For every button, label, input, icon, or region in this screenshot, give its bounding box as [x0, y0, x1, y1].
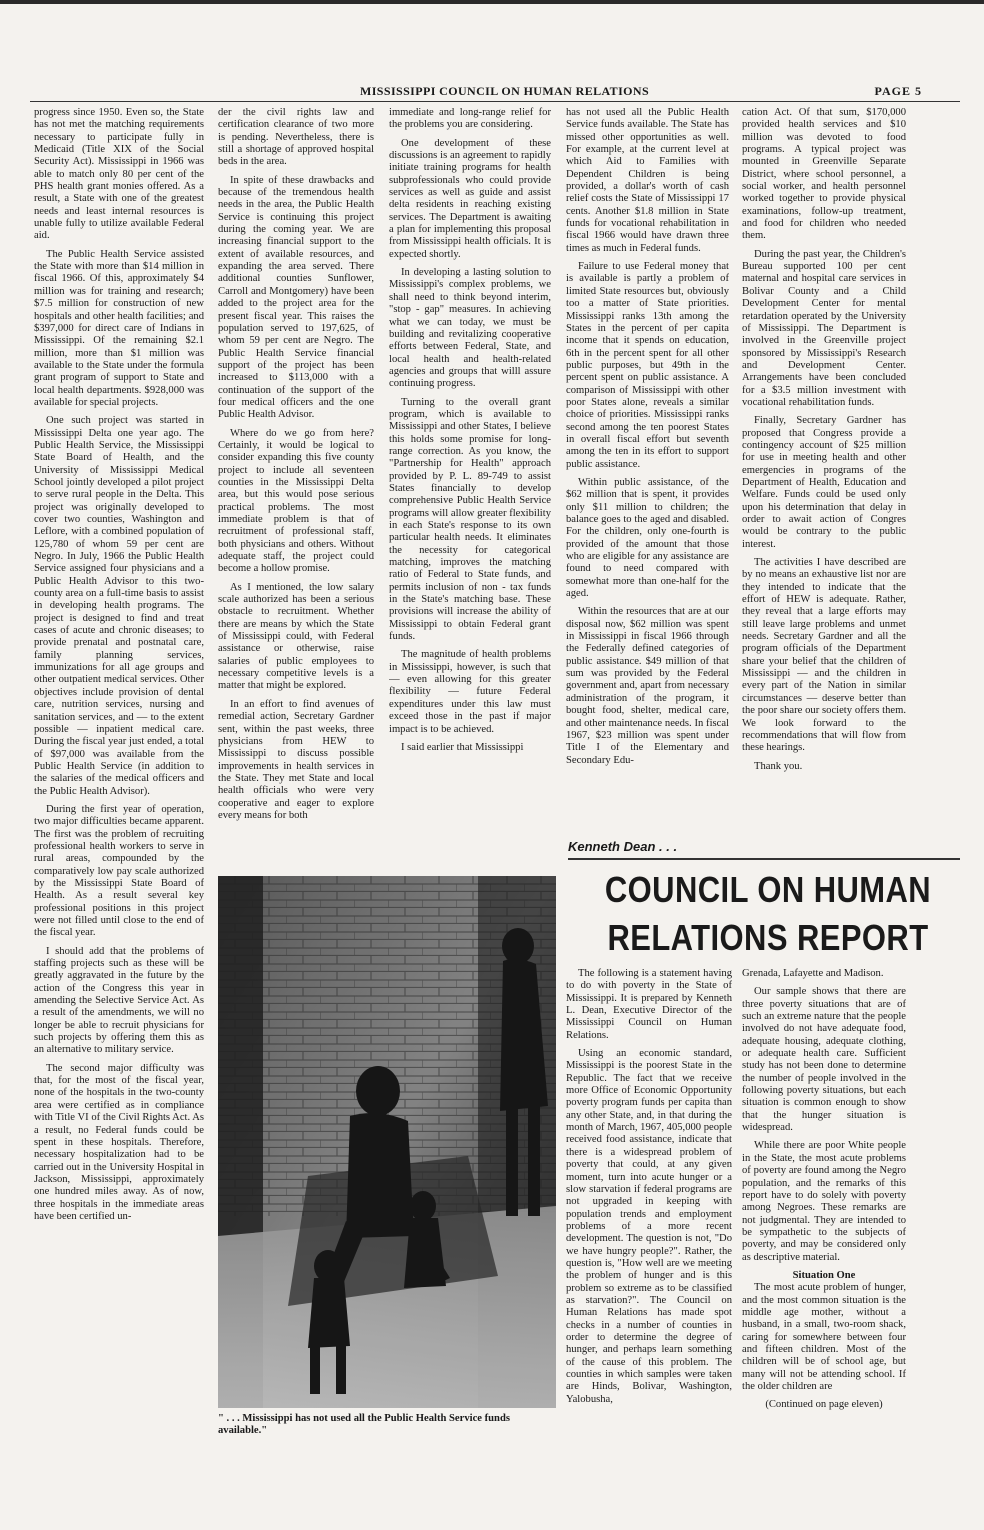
paragraph: During the past year, the Children's Bureau supported 100 per cent maternal and hospital care services in Bolivar County and a Child Development Center for mental retardation operated by the University of Mississippi. The Department is involved in the Greenville project sponsored by Mississippi's Research and Development Center. Arrangements have been concluded for a $3.5 million investment with vocational rehabilitation funds. [742, 248, 906, 408]
paragraph: The second major difficulty was that, for the most of the fiscal year, none of the hospitals in the two-county area were certified as in compliance with Title VI of the Civil Rights Act. As a result, no Federal funds could be spent in these hospitals. Therefore, necessary hospitalization had to be carried out in the University Hospital in Jackson, Mississippi, approximately one hundred miles away. As of now, three hospitals in the immediate areas have been certified un- [34, 1062, 204, 1222]
byline-rule [568, 858, 960, 860]
paragraph: Grenada, Lafayette and Madison. [742, 968, 884, 979]
header-rule [30, 101, 960, 102]
paragraph: The magnitude of health problems in Mississippi, however, is such that — even allowing for this greater flexibility — future Federal expenditures under this law must exceed those in the past if major impact is to be achieved. [389, 649, 551, 735]
paragraph: The Public Health Service assisted the State with more than $14 million in fiscal 1966. Of this, approximately $4 million was for training and research; $7.5 million for construction of new hospitals and other health facilities; and $397,000 for direct care of Indians in Mississippi. Of the remaining $2.1 million, more than $1 million was available to the State under the formula grant program of support to State and local health departments. $928,000 was available for special projects. [34, 248, 204, 408]
paragraph: During the first year of operation, two major difficulties became apparent. The first was the problem of recruiting professional health workers to serve in rural areas, compounded by the comparatively low pay scale authorized by the Mississippi State Board of Health. As a result several key professional positions in this project were not filled until close to the end of the fiscal year. [34, 803, 204, 939]
paragraph: I should add that the problems of staffing projects such as these will be greatly aggravated in the future by the action of the Congress this year in amending the Selective Service Act. As a result of the amendments, we will no longer be able to recruit physicians for such projects by offering them this as an alternative to military service. [34, 945, 204, 1056]
page-number: PAGE 5 [874, 84, 922, 98]
paragraph: I said earlier that Mississippi [401, 741, 524, 753]
paragraph: Thank you. [754, 760, 803, 772]
paragraph: der the civil rights law and certification clearance of two more is pending. Nevertheless, there is still a shortage of approved hospital beds in the area. [218, 107, 374, 168]
paragraph: Turning to the overall grant program, which is available to Mississippi and other States, I believe this holds some promise for long-range correction. As you know, the "Partnership for Health" approach provided by P. L. 89-749 to assist States financially to develop comprehensive Public Health Service programs will allow greater flexibility in each State's response to its own particular health needs. It eliminates the necessity for categorical matching, improves the matching ratio of Federal to State funds, and permits inclusion of non - tax funds in the State's matching base. These provisions will increase the ability of Mississippi to obtain Federal grant funds. [389, 396, 551, 643]
paragraph: As I mentioned, the low salary scale authorized has been a serious obstacle to recruitment. Whether there are means by which the State of Mississippi could, with Federal assistance or otherwise, raise salaries of public employees to necessary competitive levels is a matter that might be explored. [218, 581, 374, 692]
paragraph: The activities I have described are by no means an exhaustive list nor are they intended to indicate that the effort of HEW is adequate. Rather, they reveal that a large efforts may still leave large problems and unmet needs. Secretary Gardner and all the program officials of the Department share your belief that the children of Mississippi — and the children in every part of the Nation in similar circumstances — deserve better than the poor share our society offers them. We look forward to the recommendations that will flow from these hearings. [742, 557, 906, 754]
top-edge-rule [0, 0, 984, 4]
paragraph: While there are poor White people in the State, the most acute problems of poverty are found among the Negro population, and the remarks of this report have to do solely with poverty among Negroes. These remarks are not judgmental. They are intended to be sympathetic to the subjects of poverty, and may be considered only as descriptive material. [742, 1140, 906, 1263]
paragraph: has not used all the Public Health Service funds available. The State has missed other opportunities as well. For example, at the current level at which Aid to Families with Dependent Children is being provided, a dollar's worth of cash relief costs the State of Mississippi 17 cents. Another $1.8 million in State funds for vocational rehabilitation in fiscal 1966 would have drawn three times as much in Federal funds. [566, 107, 729, 254]
paragraph: In developing a lasting solution to Mississippi's complex problems, we shall need to think beyond interim, "stop - gap" measures. In achieving what we can today, we must be building and revitalizing cooperative efforts between Federal, State, and local health and health-related agencies and groups that willl assure continuing progress. [389, 267, 551, 390]
paragraph: One development of these discussions is an agreement to rapidly initiate training programs for health subprofessionals who could provide services as well as guide and assist delta residents in reaching existing services. The Department is awaiting a plan for implementing this proposal from Mississippi health officials. It is expected shortly. [389, 137, 551, 260]
headline-line-2: RELATIONS REPORT [607, 917, 929, 958]
paragraph: Finally, Secretary Gardner has proposed that Congress provide a contingency account of $25 million for use in meeting health and other emergencies in programs of the Department of Health, Education and Welfare. Funds could be used only upon his determination that delay in order to await action of Congres would be contrary to the public interest. [742, 415, 906, 550]
photo-caption: " . . . Mississippi has not used all the Public Health Service funds available." [218, 1413, 510, 1437]
article-column-1 [34, 107, 204, 1517]
paragraph: In spite of these drawbacks and because of the tremendous health needs in the area, the Public Health Service is continuing this project during the coming year. We are increasing financial support to the extent of available resources, and expanding the area served. There additional counties Sunflower, Carroll and Montgomery) have been added to the project area for the present fiscal year. This raises the population served to 197,625, of whom 59 per cent are Negro. The Public Health Service financial support of the project has been increased to $113,000 with a continuation of the support of the four medical officers and the one Public Health Advisor. [218, 174, 374, 421]
paragraph: The following is a statement having to do with poverty in the State of Mississippi. It is prepared by Kenneth L. Dean, Executive Director of the Mississippi Council on Human Relations. [566, 968, 732, 1041]
paragraph: Within public assistance, of the $62 million that is spent, it provides only $11 million to children; the balance goes to the aged and disabled. For the children, only one-fourth is provided of the amount that those who are eligible for any assistance are found to need compared with somewhat more than one-half for the aged. [566, 476, 729, 600]
article-column-2 [218, 107, 374, 867]
paragraph: One such project was started in Mississippi Delta one year ago. The Public Health Service, the Mississippi State Board of Health, and the University of Mississippi Medical School jointly developed a pilot project to serve rural people in the Delta. This project was originally developed to cover two counties, Washington and Leflore, with a combined population of 125,780 of whom 59 per cent are Negro. In July, 1966 the Public Health Service assigned four physicians and a Public Health Advisor to this two-county area on a full-time basis to assist in developing health programs. The project is designed to find and treat cases of acute and chronic diseases; to provide prenatal and postnatal care, family planning services, immunizations for all age groups and other outpatient medical services. Other objectives include provision of dental care, nutrition services, nursing and sanitation services, and — to the extent possible — inpatient medical care. During the fiscal year just ended, a total of $97,000 was available from the Public Health Service (in addition to the salaries of the medical officers and the Public Health Advisor). [34, 415, 204, 797]
paragraph: Failure to use Federal money that is available is partly a problem of limited State resources but, obviously too a matter of State priorities. Mississippi ranks 13th among the States in the percent of per capita income that it spends on education, 6th in the percent spent for all other public purposes, but 49th in the percent spent on public assistance. A comparison of Mississippi with other poor States alone, reveals a similar choice of priorities. Mississippi ranks second among the ten poorest States in overall fiscal effort but seventh among the ten in its effort to support public assistance. [566, 261, 729, 470]
report-headline [603, 866, 933, 962]
news-photograph [218, 876, 556, 1408]
paragraph: The most acute problem of hunger, and the most common situation is the middle age mother, without a husband, in a small, two-room shack, caring for somewhere between four and fifteen children. Most of the children will be of school age, but many will not be attending school. If the older children are [742, 1282, 906, 1392]
paragraph: cation Act. Of that sum, $170,000 provided health services and $10 million was devoted to food programs. A typical project was mounted in Greenville Separate District, where school personnel, a social worker, and health personnel worked together to provide physical examinations, follow-up treatment, and food for children who needed them. [742, 107, 906, 242]
paragraph: In an effort to find avenues of remedial action, Secretary Gardner sent, within the past weeks, three physicians from HEW to Mississippi to discuss possible improvements in health services in the State. They met State and local health officials who were very cooperative and eager to explore every means for both [218, 698, 374, 821]
paragraph: Using an economic standard, Mississippi is the poorest State in the Republic. The fact that we receive more Office of Economic Opportunity poverty program funds per capita than any other State, and, in that during the month of March, 1967, 405,000 people received food assistance, indicate that there is a widespread problem of poverty that could, at any given moment, turn into acute hunger or a slow starvation if federal programs are not upgraded in keeping with population trends and employment problems of a more recent development. The question is not, "Do we have hungry people?". Rather, the question is, "How well are we meeting the problem of hunger and is this problem so extreme as to be classified as starvation?". The Council on Human Relations has made spot checks in a number of counties in order to determine the degree of hunger, and perhaps learn something of the cause of this problem. The counties in which samples were taken are Hinds, Bolivar, Washington, Yalobusha, [566, 1048, 732, 1405]
article-column-3 [389, 107, 551, 867]
page-header [30, 84, 960, 102]
section-subhead: Situation One [792, 1269, 856, 1281]
continuation-note: (Continued on page eleven) [765, 1399, 883, 1411]
paragraph: Our sample shows that there are three poverty situations that are of such an extreme nature that the people involved do not have adequate food, adequate housing, adequate clothing, or adequate health care. Sufficient study has not been done to determine the number of people involved in the following poverty situations, but each situation is common enough to show that the hunger situation is widespread. [742, 986, 906, 1134]
report-column-2 [742, 968, 906, 1468]
report-byline: Kenneth Dean . . . [568, 839, 678, 854]
article-column-5 [742, 107, 906, 847]
paragraph: immediate and long-range relief for the problems you are considering. [389, 107, 551, 131]
headline-line-1: COUNCIL ON HUMAN [604, 869, 932, 910]
report-column-1 [566, 968, 732, 1468]
paragraph: Within the resources that are at our disposal now, $62 million was spent in Mississippi in fiscal 1966 through the Federally defined categories of public assistance. $49 million of that sum was provided by the Federal government and, apart from necessary administration of the program, it bought food, shelter, medical care, and other maintenance needs. In fiscal 1967, $23 million was spent under Title I of the Elementary and Secondary Edu- [566, 606, 729, 766]
article-column-4 [566, 107, 729, 835]
publication-title: MISSISSIPPI COUNCIL ON HUMAN RELATIONS [360, 84, 650, 98]
paragraph: Where do we go from here? Certainly, it would be logical to consider expanding this five county project to include all seventeen counties in the Mississippi Delta area, but this would pose serious practical problems. The most immediate problem is that of recruitment of professional staff, both physicians and others. Without adequate staff, the project could become a hollow promise. [218, 427, 374, 575]
paragraph: progress since 1950. Even so, the State has not met the matching requirements necessary to participate fully in Medicaid (Title XIX of the Social Security Act). Mississippi in 1966 was able to match only 80 per cent of the PHS health grant monies offered. As a result, a State with one of the greatest needs and least internal resources is unable fully to utilize available Federal aid. [34, 107, 204, 242]
